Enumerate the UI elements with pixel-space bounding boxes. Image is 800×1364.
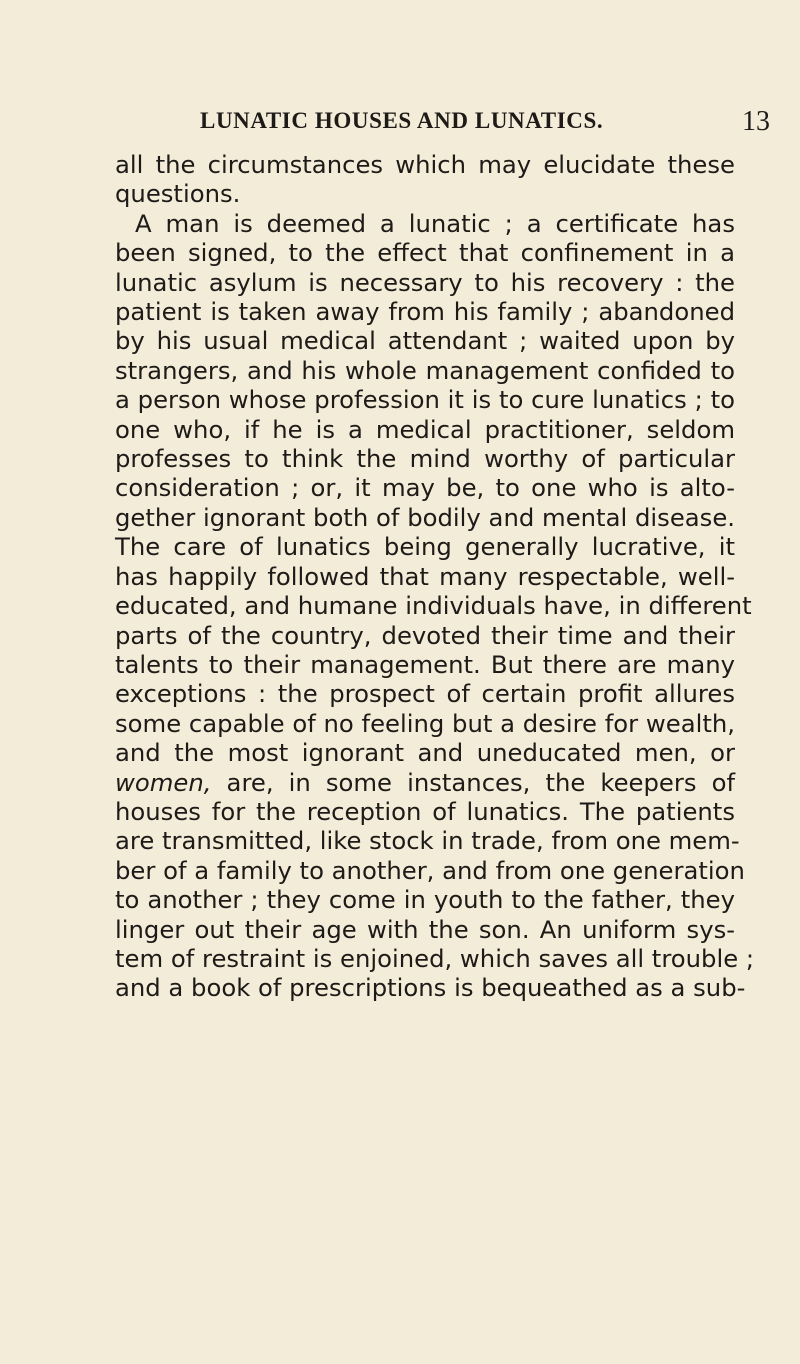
text-line: questions. xyxy=(115,179,241,209)
text-line: some capable of no feeling but a desire for wealth, xyxy=(115,708,735,738)
text-line-rest: are, in some instances, the keepers of xyxy=(211,767,735,797)
italic-word: women, xyxy=(115,767,212,797)
text-line: educated, and humane individuals have, in different xyxy=(115,591,752,621)
text-line: a person whose profession it is to cure lunatics ; to xyxy=(115,385,735,415)
text-line: ber of a family to another, and from one generation xyxy=(115,855,745,885)
text-line: one who, if he is a medical practitioner, seldom xyxy=(115,414,735,444)
text-line: and the most ignorant and uneducated men, or xyxy=(115,738,735,768)
text-line: has happily followed that many respectable, well- xyxy=(115,561,735,591)
text-line: and a book of prescriptions is bequeathed as a sub- xyxy=(115,973,746,1003)
text-line: The care of lunatics being generally lucrative, it xyxy=(115,532,735,562)
text-line: patient is taken away from his family ; abandoned xyxy=(115,297,735,327)
text-line: to another ; they come in youth to the father, they xyxy=(115,885,735,915)
text-line: by his usual medical attendant ; waited upon by xyxy=(115,326,735,356)
page-number: 13 xyxy=(742,106,770,137)
text-line: linger out their age with the son. An uniform sys- xyxy=(115,914,735,944)
text-line: houses for the reception of lunatics. The patients xyxy=(115,796,735,826)
text-line: talents to their management. But there are many xyxy=(115,649,735,679)
text-line: parts of the country, devoted their time and their xyxy=(115,620,735,650)
text-line-with-italic xyxy=(115,768,735,797)
text-line: A man is deemed a lunatic ; a certificate has xyxy=(135,208,735,238)
page-header xyxy=(100,108,772,138)
text-line: lunatic asylum is necessary to his recovery : the xyxy=(115,267,735,297)
text-line: professes to think the mind worthy of particular xyxy=(115,444,735,474)
text-line: tem of restraint is enjoined, which saves all trouble ; xyxy=(115,943,755,973)
text-line: are transmitted, like stock in trade, from one mem- xyxy=(115,826,740,856)
body-text xyxy=(115,150,755,1003)
text-line: all the circumstances which may elucidate these xyxy=(115,150,735,179)
text-line: consideration ; or, it may be, to one who is alto- xyxy=(115,473,735,503)
running-title: LUNATIC HOUSES AND LUNATICS. xyxy=(200,108,604,133)
text-line: exceptions : the prospect of certain profit allures xyxy=(115,679,735,709)
text-line: been signed, to the effect that confinement in a xyxy=(115,238,735,268)
text-line: gether ignorant both of bodily and mental disease. xyxy=(115,502,735,532)
text-line: strangers, and his whole management confided to xyxy=(115,355,735,385)
